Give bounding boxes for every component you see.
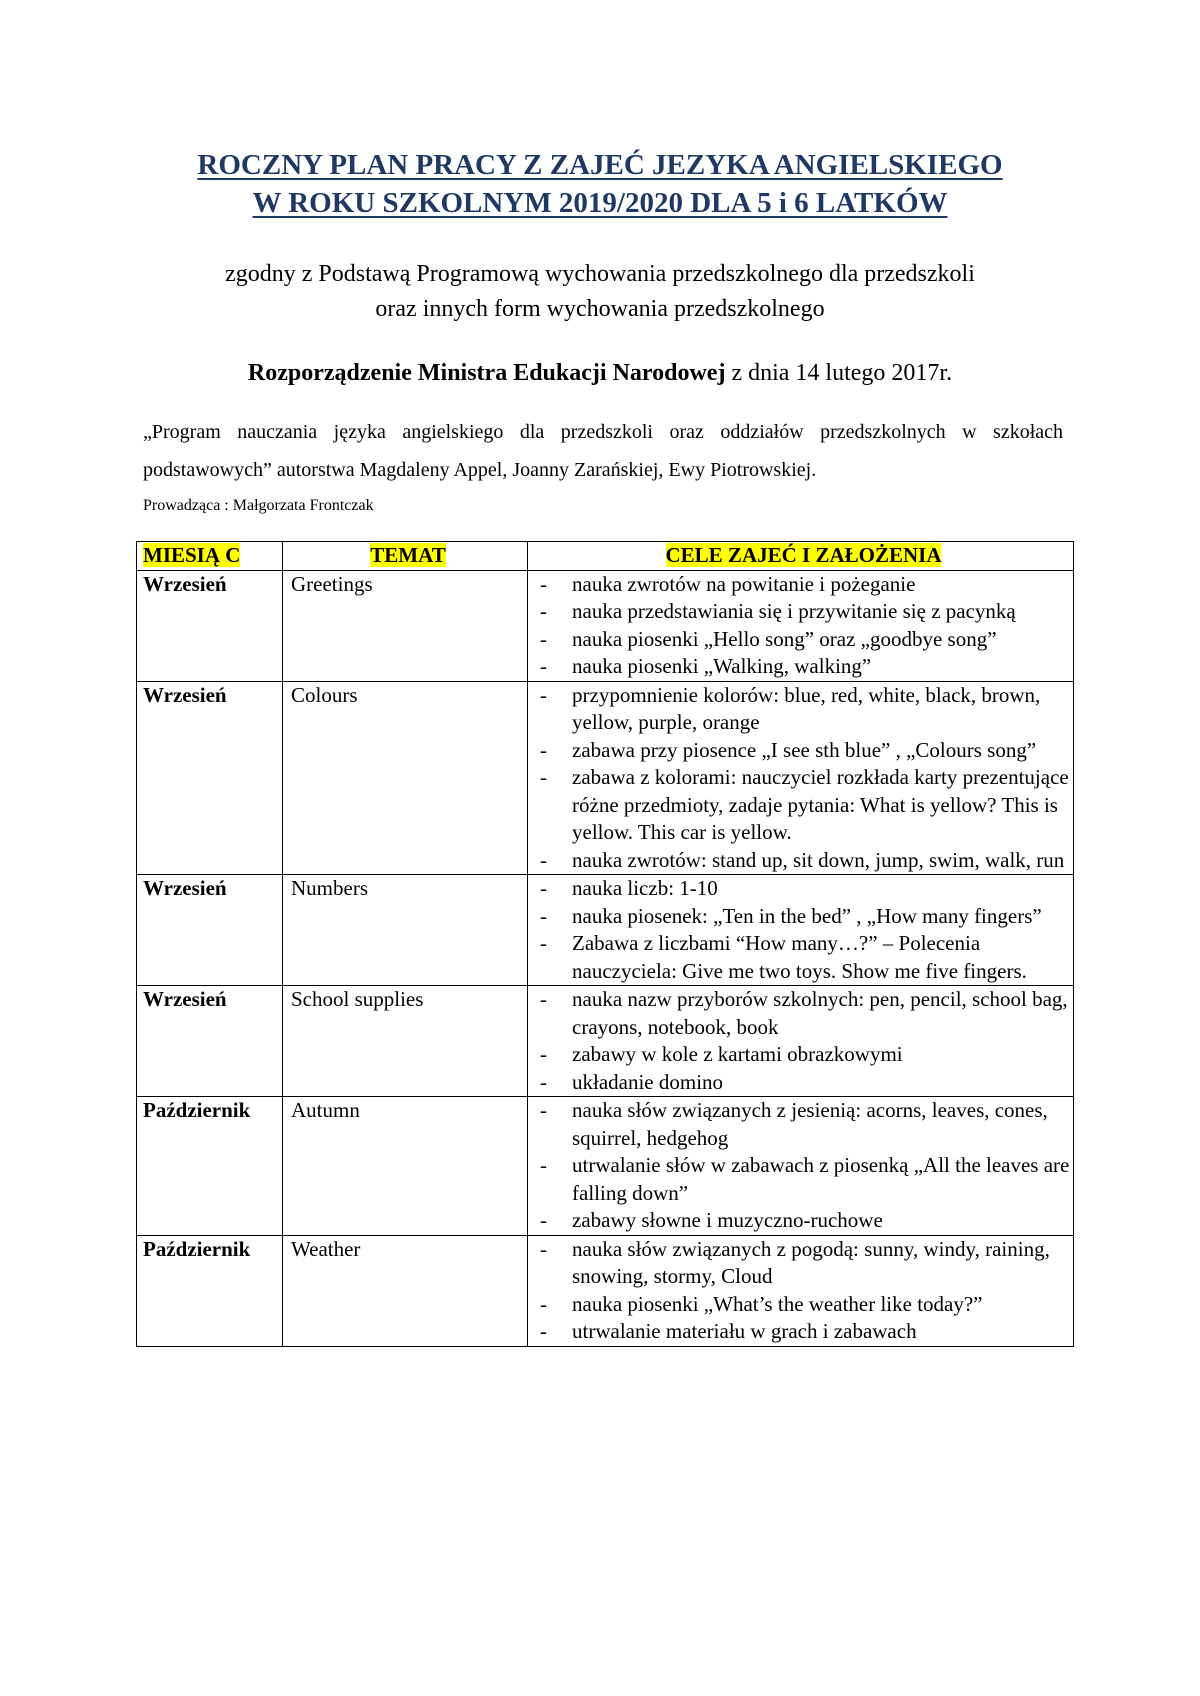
goal-item: - nauka zwrotów na powitanie i pożeganie bbox=[534, 571, 1073, 599]
goal-item: - zabawy w kole z kartami obrazkowymi bbox=[534, 1041, 1073, 1069]
table-row bbox=[137, 1235, 1074, 1346]
goals-cell bbox=[528, 570, 1074, 681]
program-description: „Program nauczania języka angielskiego dla przedszkoli oraz oddziałów przedszkolnych w szkołach podstawowych” autorstwa Magdaleny Appel, Joanny Zarańskiej, Ewy Piotrowskiej. bbox=[143, 421, 1063, 481]
goal-item: - utrwalanie materiału w grach i zabawach bbox=[534, 1318, 1073, 1346]
goal-item: - zabawy słowne i muzyczno-ruchowe bbox=[534, 1207, 1073, 1235]
regulation bbox=[0, 358, 1200, 388]
header-month: MIESIĄ C bbox=[137, 542, 283, 571]
goal-item: - nauka zwrotów: stand up, sit down, jump, swim, walk, run bbox=[534, 847, 1073, 875]
goal-item: - nauka słów związanych z jesienią: acorns, leaves, cones, squirrel, hedgehog bbox=[534, 1097, 1073, 1152]
table-row bbox=[137, 681, 1074, 875]
table-row bbox=[137, 1097, 1074, 1236]
topic-cell: School supplies bbox=[283, 986, 528, 1097]
title-line-2: W ROKU SZKOLNYM 2019/2020 DLA 5 i 6 LATKÓW bbox=[252, 187, 948, 219]
title-line-1: ROCZNY PLAN PRACY Z ZAJEĆ JEZYKA ANGIELSKIEGO bbox=[197, 149, 1003, 181]
plan-table bbox=[136, 541, 1074, 1347]
goals-cell bbox=[528, 681, 1074, 875]
goals-cell bbox=[528, 875, 1074, 986]
month-cell: Październik bbox=[137, 1235, 283, 1346]
month-cell: Wrzesień bbox=[137, 681, 283, 875]
table-row bbox=[137, 986, 1074, 1097]
subtitle bbox=[0, 257, 1200, 327]
regulation-name: Rozporządzenie Ministra Edukacji Narodowej bbox=[247, 360, 726, 386]
header-goals: CELE ZAJEĆ I ZAŁOŻENIA bbox=[528, 542, 1074, 571]
subtitle-line-1: zgodny z Podstawą Programową wychowania przedszkolnego dla przedszkoli bbox=[225, 261, 975, 287]
goal-item: - zabawa z kolorami: nauczyciel rozkłada karty prezentujące różne przedmioty, zadaje pytania: What is yellow? This is yellow. This car is yellow. bbox=[534, 764, 1073, 847]
goal-item: - nauka piosenki „Hello song” oraz „goodbye song” bbox=[534, 626, 1073, 654]
goal-item: - nauka liczb: 1-10 bbox=[534, 875, 1073, 903]
document-title bbox=[0, 146, 1200, 222]
goals-cell bbox=[528, 1097, 1074, 1236]
month-cell: Październik bbox=[137, 1097, 283, 1236]
topic-cell: Colours bbox=[283, 681, 528, 875]
topic-cell: Greetings bbox=[283, 570, 528, 681]
goal-item: - przypomnienie kolorów: blue, red, white, black, brown, yellow, purple, orange bbox=[534, 682, 1073, 737]
subtitle-line-2: oraz innych form wychowania przedszkolnego bbox=[375, 296, 825, 322]
goal-item: - układanie domino bbox=[534, 1069, 1073, 1097]
goal-item: - nauka nazw przyborów szkolnych: pen, pencil, school bag, crayons, notebook, book bbox=[534, 986, 1073, 1041]
month-cell: Wrzesień bbox=[137, 986, 283, 1097]
regulation-date: z dnia 14 lutego 2017r. bbox=[725, 360, 953, 386]
goal-item: - utrwalanie słów w zabawach z piosenką „All the leaves are falling down” bbox=[534, 1152, 1073, 1207]
topic-cell: Numbers bbox=[283, 875, 528, 986]
goal-item: - Zabawa z liczbami “How many…?” – Polecenia nauczyciela: Give me two toys. Show me five fingers. bbox=[534, 930, 1073, 985]
month-cell: Wrzesień bbox=[137, 875, 283, 986]
lead-teacher: Prowadząca : Małgorzata Frontczak bbox=[143, 497, 374, 514]
goal-item: - nauka piosenek: „Ten in the bed” , „How many fingers” bbox=[534, 903, 1073, 931]
goals-cell bbox=[528, 1235, 1074, 1346]
goal-item: - nauka słów związanych z pogodą: sunny, windy, raining, snowing, stormy, Cloud bbox=[534, 1236, 1073, 1291]
goal-item: - nauka piosenki „What’s the weather like today?” bbox=[534, 1291, 1073, 1319]
header-topic: TEMAT bbox=[283, 542, 528, 571]
table-row bbox=[137, 875, 1074, 986]
goal-item: - nauka przedstawiania się i przywitanie się z pacynką bbox=[534, 598, 1073, 626]
topic-cell: Weather bbox=[283, 1235, 528, 1346]
table-row bbox=[137, 570, 1074, 681]
goals-cell bbox=[528, 986, 1074, 1097]
goal-item: - zabawa przy piosence „I see sth blue” , „Colours song” bbox=[534, 737, 1073, 765]
month-cell: Wrzesień bbox=[137, 570, 283, 681]
topic-cell: Autumn bbox=[283, 1097, 528, 1236]
table-header-row bbox=[137, 542, 1074, 571]
goal-item: - nauka piosenki „Walking, walking” bbox=[534, 653, 1073, 681]
